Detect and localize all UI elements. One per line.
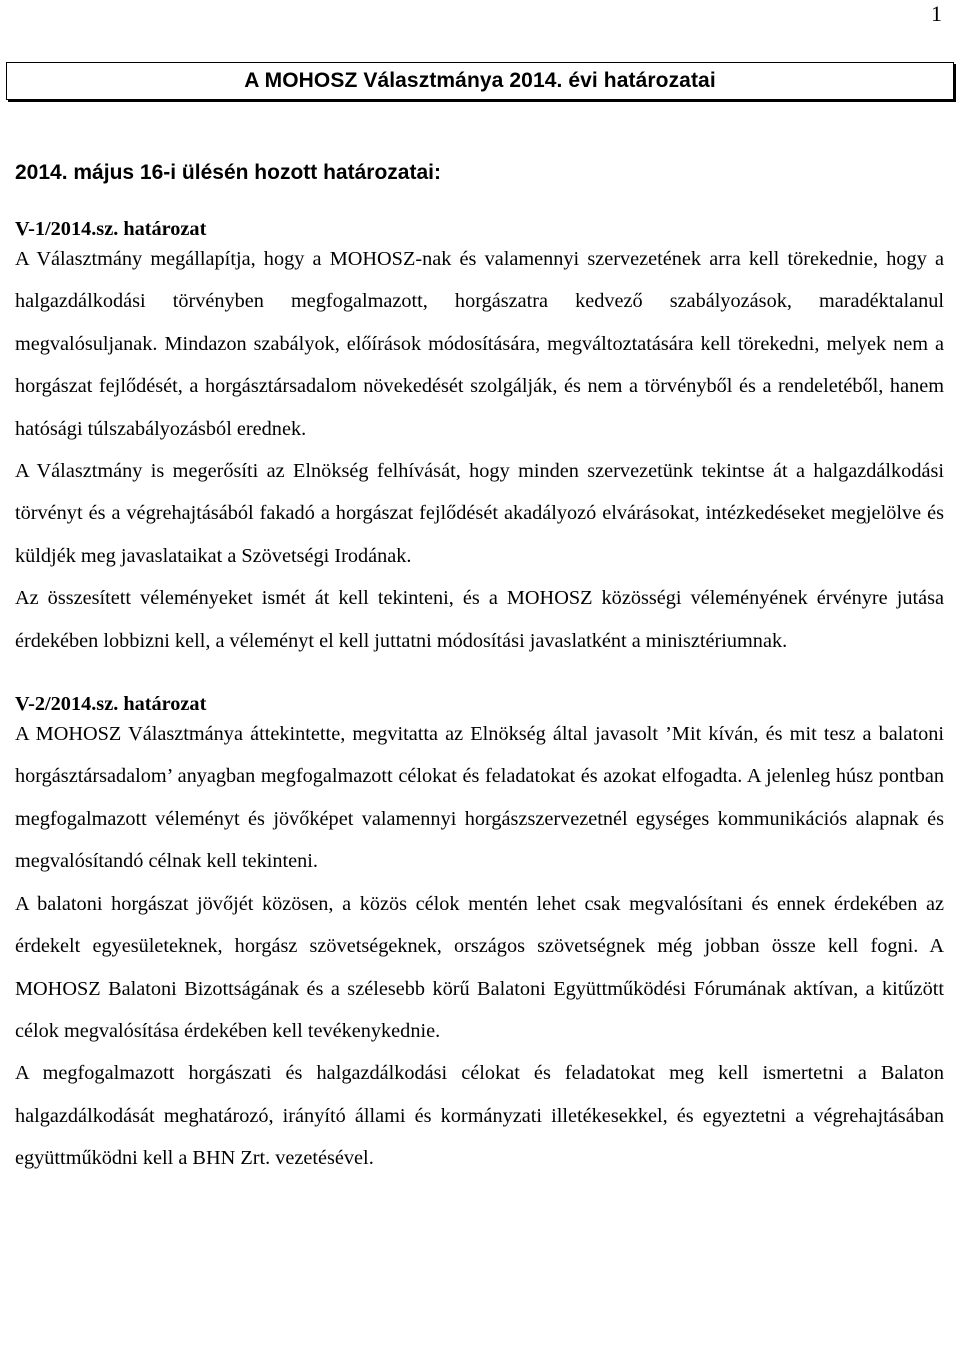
document-body bbox=[15, 214, 944, 1180]
resolution-paragraph: Az összesített véleményeket ismét át kell tekinteni, és a MOHOSZ közösségi véleményének érvényre jutása érdekében lobbizni kell, a véleményt el kell juttatni módosítási javaslatként a minisztériumnak. bbox=[15, 587, 944, 652]
title-box bbox=[6, 62, 954, 100]
resolution-paragraph: A MOHOSZ Választmánya áttekintette, megvitatta az Elnökség által javasolt ’Mit kíván, és mit tesz a balatoni horgásztársadalom’ anyagban megfogalmazott célokat és feladatokat és azokat elfogadta. A jelenleg húsz pontban megfogalmazott véleményt és jövőképet valamennyi horgászszervezetnél egységes kommunikációs alapnak és megvalósítandó célnak kell tekinteni. bbox=[15, 723, 944, 873]
resolution-paragraph: A Választmány is megerősíti az Elnökség felhívását, hogy minden szervezetünk tekintse át a halgazdálkodási törvényt és a végrehajtásából fakadó a horgászat fejlődését akadályozó elvárásokat, intézkedéseket megjelölve és küldjék meg javaslataikat a Szövetségi Irodának. bbox=[15, 460, 944, 567]
resolution-1 bbox=[15, 214, 944, 662]
resolution-2 bbox=[15, 689, 944, 1179]
resolution-paragraph: A Választmány megállapítja, hogy a MOHOSZ-nak és valamennyi szervezetének arra kell törekednie, hogy a halgazdálkodási törvényben megfogalmazott, horgászatra kedvező szabályozások, maradéktalanul megvalósuljanak. Mindazon szabályok, előírások módosítására, megváltoztatására kell törekedni, melyek nem a horgászat fejlődését, a horgásztársadalom növekedését szolgálják, és nem a törvényből és a rendeletéből, hanem hatósági túlszabályozásból erednek. bbox=[15, 248, 944, 440]
document-title: A MOHOSZ Választmánya 2014. évi határozatai bbox=[244, 69, 716, 92]
meeting-heading: 2014. május 16-i ülésén hozott határozatai: bbox=[15, 161, 441, 184]
resolution-paragraph: A megfogalmazott horgászati és halgazdálkodási célokat és feladatokat meg kell ismertetni a Balaton halgazdálkodását meghatározó, irányító állami és kormányzati illetékesekkel, és egyeztetni a végrehajtásában együttműködni kell a BHN Zrt. vezetésével. bbox=[15, 1062, 944, 1170]
resolution-heading: V-2/2014.sz. határozat bbox=[15, 693, 207, 716]
resolution-paragraph: A balatoni horgászat jövőjét közösen, a közös célok mentén lehet csak megvalósítani és ennek érdekében az érdekelt egyesületeknek, horgász szövetségeknek, országos szövetségnek még jobban össze kell fogni. A MOHOSZ Balatoni Bizottságának és a szélesebb körű Balatoni Együttműködési Fórumának aktívan, a kitűzött célok megvalósítása érdekében kell tevékenykednie. bbox=[15, 892, 944, 1042]
resolution-heading: V-1/2014.sz. határozat bbox=[15, 218, 207, 240]
page-number: 1 bbox=[931, 1, 942, 26]
